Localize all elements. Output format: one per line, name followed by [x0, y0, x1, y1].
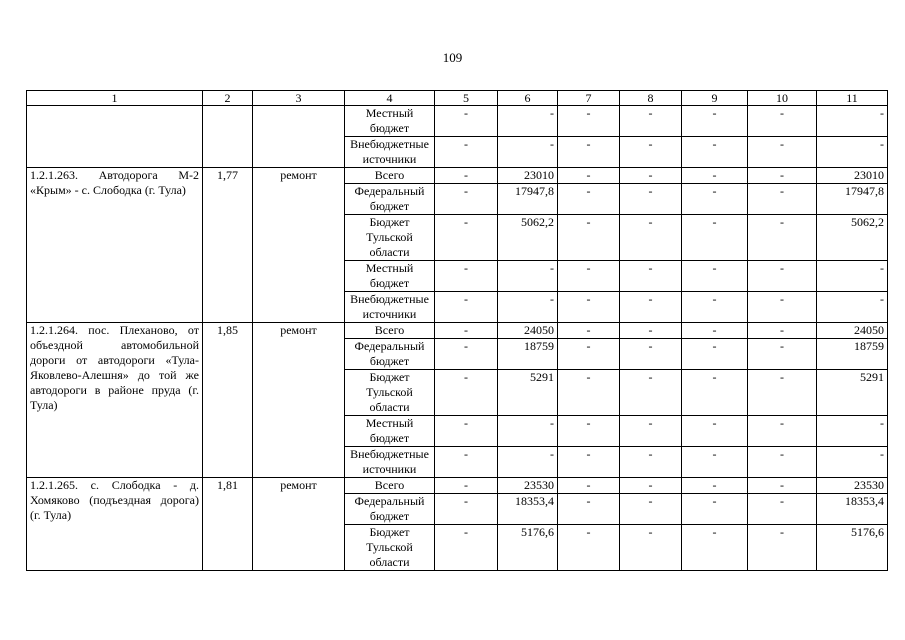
- value-cell-col6: -: [498, 261, 558, 292]
- value-cell-col5: -: [435, 137, 498, 168]
- value-cell-col11: 23010: [817, 168, 888, 184]
- value-cell-col7: -: [558, 447, 620, 478]
- value-cell-col9: -: [682, 292, 748, 323]
- funding-source-label: Всего: [345, 323, 435, 339]
- value-cell-col10: -: [748, 137, 817, 168]
- value-cell-col11: -: [817, 261, 888, 292]
- value-cell-col7: -: [558, 106, 620, 137]
- value-cell-col7: -: [558, 184, 620, 215]
- value-cell-col9: -: [682, 323, 748, 339]
- value-cell-col5: -: [435, 370, 498, 416]
- value-cell-col8: -: [620, 137, 682, 168]
- value-cell-col8: -: [620, 292, 682, 323]
- value-cell-col5: -: [435, 292, 498, 323]
- value-cell-col5: -: [435, 478, 498, 494]
- column-header: 5: [435, 91, 498, 106]
- value-cell-col6: -: [498, 447, 558, 478]
- column-header: 1: [27, 91, 203, 106]
- value-cell-col8: -: [620, 478, 682, 494]
- funding-source-label: Всего: [345, 168, 435, 184]
- value-cell-col6: 23530: [498, 478, 558, 494]
- value-cell-col7: -: [558, 323, 620, 339]
- table-row: [27, 323, 888, 339]
- column-header: 3: [253, 91, 345, 106]
- value-cell-col9: -: [682, 447, 748, 478]
- funding-source-label: Федеральный бюджет: [345, 184, 435, 215]
- value-cell-col11: 23530: [817, 478, 888, 494]
- value-cell-col8: -: [620, 168, 682, 184]
- value-cell-col10: -: [748, 215, 817, 261]
- value-cell-col8: -: [620, 447, 682, 478]
- table-row: [27, 478, 888, 494]
- value-cell-col7: -: [558, 261, 620, 292]
- funding-source-label: Внебюджетные источники: [345, 137, 435, 168]
- value-cell-col10: -: [748, 168, 817, 184]
- value-cell-col7: -: [558, 478, 620, 494]
- value-cell-col11: -: [817, 137, 888, 168]
- funding-source-label: Местный бюджет: [345, 416, 435, 447]
- value-cell-col6: -: [498, 106, 558, 137]
- value-cell-col11: 5291: [817, 370, 888, 416]
- funding-source-label: Федеральный бюджет: [345, 339, 435, 370]
- value-cell-col9: -: [682, 478, 748, 494]
- value-cell-col7: -: [558, 339, 620, 370]
- value-cell-col10: -: [748, 184, 817, 215]
- header-row: [27, 91, 888, 106]
- value-cell-col9: -: [682, 184, 748, 215]
- value-cell-col5: -: [435, 106, 498, 137]
- funding-source-label: Бюджет Тульской области: [345, 525, 435, 571]
- column-header: 7: [558, 91, 620, 106]
- table-body: [27, 106, 888, 571]
- column-header: 9: [682, 91, 748, 106]
- value-cell-col10: -: [748, 339, 817, 370]
- value-cell-col5: -: [435, 215, 498, 261]
- value-cell-col6: 5291: [498, 370, 558, 416]
- value-cell-col9: -: [682, 137, 748, 168]
- value-cell-col11: -: [817, 292, 888, 323]
- value-cell-col7: -: [558, 168, 620, 184]
- funding-source-label: Внебюджетные источники: [345, 447, 435, 478]
- value-cell-col5: -: [435, 184, 498, 215]
- value-cell-col10: -: [748, 370, 817, 416]
- project-work-type: ремонт: [253, 478, 345, 571]
- value-cell-col5: -: [435, 339, 498, 370]
- funding-source-label: Внебюджетные источники: [345, 292, 435, 323]
- project-name: 1.2.1.263. Автодорога М-2 «Крым» - с. Слободка (г. Тула): [27, 168, 203, 323]
- funding-source-label: Местный бюджет: [345, 261, 435, 292]
- column-header: 10: [748, 91, 817, 106]
- value-cell-col9: -: [682, 106, 748, 137]
- value-cell-col9: -: [682, 339, 748, 370]
- value-cell-col8: -: [620, 106, 682, 137]
- value-cell-col6: -: [498, 137, 558, 168]
- value-cell-col9: -: [682, 168, 748, 184]
- value-cell-col7: -: [558, 416, 620, 447]
- value-cell-col8: -: [620, 261, 682, 292]
- value-cell-col6: 18759: [498, 339, 558, 370]
- value-cell-col5: -: [435, 416, 498, 447]
- value-cell-col5: -: [435, 323, 498, 339]
- value-cell-col9: -: [682, 215, 748, 261]
- project-work-type: ремонт: [253, 323, 345, 478]
- carry-over-length-cell: [203, 106, 253, 168]
- value-cell-col7: -: [558, 215, 620, 261]
- funding-source-label: Бюджет Тульской области: [345, 370, 435, 416]
- value-cell-col11: 18759: [817, 339, 888, 370]
- project-length: 1,77: [203, 168, 253, 323]
- value-cell-col10: -: [748, 416, 817, 447]
- funding-source-label: Местный бюджет: [345, 106, 435, 137]
- value-cell-col6: 24050: [498, 323, 558, 339]
- column-header: 4: [345, 91, 435, 106]
- value-cell-col11: 5176,6: [817, 525, 888, 571]
- value-cell-col11: 5062,2: [817, 215, 888, 261]
- value-cell-col8: -: [620, 184, 682, 215]
- value-cell-col6: -: [498, 292, 558, 323]
- column-header: 8: [620, 91, 682, 106]
- value-cell-col9: -: [682, 370, 748, 416]
- value-cell-col8: -: [620, 339, 682, 370]
- value-cell-col5: -: [435, 494, 498, 525]
- value-cell-col8: -: [620, 416, 682, 447]
- value-cell-col6: 5062,2: [498, 215, 558, 261]
- project-name: 1.2.1.264. пос. Плеханово, от объездной автомобильной дороги от автодороги «Тула-Яковлево-Алешня» до той же автодороги в районе пруда (г. Тула): [27, 323, 203, 478]
- value-cell-col5: -: [435, 447, 498, 478]
- value-cell-col8: -: [620, 323, 682, 339]
- value-cell-col10: -: [748, 261, 817, 292]
- project-length: 1,81: [203, 478, 253, 571]
- table-row: [27, 168, 888, 184]
- column-header: 6: [498, 91, 558, 106]
- carry-over-name-cell: [27, 106, 203, 168]
- value-cell-col6: 23010: [498, 168, 558, 184]
- page-number: 109: [442, 50, 463, 65]
- budget-table: [26, 90, 888, 571]
- value-cell-col6: -: [498, 416, 558, 447]
- value-cell-col6: 18353,4: [498, 494, 558, 525]
- value-cell-col7: -: [558, 494, 620, 525]
- value-cell-col7: -: [558, 292, 620, 323]
- value-cell-col7: -: [558, 137, 620, 168]
- funding-source-label: Федеральный бюджет: [345, 494, 435, 525]
- value-cell-col9: -: [682, 261, 748, 292]
- value-cell-col10: -: [748, 106, 817, 137]
- value-cell-col11: -: [817, 106, 888, 137]
- funding-source-label: Бюджет Тульской области: [345, 215, 435, 261]
- value-cell-col8: -: [620, 215, 682, 261]
- value-cell-col5: -: [435, 525, 498, 571]
- value-cell-col7: -: [558, 525, 620, 571]
- value-cell-col7: -: [558, 370, 620, 416]
- value-cell-col9: -: [682, 525, 748, 571]
- value-cell-col11: -: [817, 416, 888, 447]
- value-cell-col5: -: [435, 168, 498, 184]
- value-cell-col10: -: [748, 478, 817, 494]
- value-cell-col10: -: [748, 494, 817, 525]
- value-cell-col5: -: [435, 261, 498, 292]
- value-cell-col11: 18353,4: [817, 494, 888, 525]
- value-cell-col9: -: [682, 494, 748, 525]
- value-cell-col6: 17947,8: [498, 184, 558, 215]
- value-cell-col8: -: [620, 494, 682, 525]
- value-cell-col11: 17947,8: [817, 184, 888, 215]
- value-cell-col10: -: [748, 525, 817, 571]
- project-length: 1,85: [203, 323, 253, 478]
- funding-source-label: Всего: [345, 478, 435, 494]
- value-cell-col11: -: [817, 447, 888, 478]
- table-row: [27, 106, 888, 137]
- value-cell-col9: -: [682, 416, 748, 447]
- carry-over-work-cell: [253, 106, 345, 168]
- project-work-type: ремонт: [253, 168, 345, 323]
- project-name: 1.2.1.265. с. Слободка - д. Хомяково (подъездная дорога) (г. Тула): [27, 478, 203, 571]
- column-header: 11: [817, 91, 888, 106]
- column-header: 2: [203, 91, 253, 106]
- value-cell-col10: -: [748, 292, 817, 323]
- value-cell-col10: -: [748, 323, 817, 339]
- value-cell-col8: -: [620, 525, 682, 571]
- value-cell-col8: -: [620, 370, 682, 416]
- value-cell-col11: 24050: [817, 323, 888, 339]
- value-cell-col10: -: [748, 447, 817, 478]
- value-cell-col6: 5176,6: [498, 525, 558, 571]
